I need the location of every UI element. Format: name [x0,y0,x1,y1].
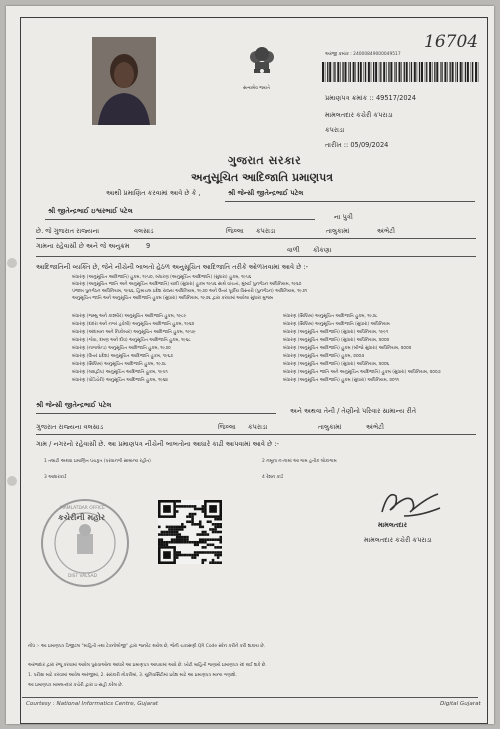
application-number: પ્રમાણપત્ર ક્રમાંક :: 49517/2024 [325,94,416,102]
punch-hole [7,258,17,268]
note-line: નોંધ :- આ પ્રમાણપત્ર ડિજીટલ "માહિતી તથા ટેકનોલોજી" દ્વારા જનરેટ થયેલ છે, જેની ચકાસણી QR Code સ્કેન કરીને કરી શકાય છે. [28,644,266,649]
resident-label: ગામના રહેવાસી છે અને જે અનુક્રમ [36,242,130,250]
note-line: અરજદાર દ્વારા રજૂ કરવામાં આવેલ પુરાવાઓના આધારે આ પ્રમાણપત્ર આપવામાં આવે છે. ખોટી માહિતી જણાયે પ્રમાણપત્ર રદ થઈ શકે છે. [28,663,267,668]
family-member-name: શ્રી જેન્સી જીતેન્દ્રભાઈ પટેલ [36,401,112,409]
left-list-item: બંધારણ (સિક્કિમ) અનુસૂચિત આદિજાતિ હુકમ, ૧૯૭૮ [72,362,167,367]
district-value: કપરાડા [256,227,276,235]
relation-text: ના પુત્રી [334,213,353,221]
right-list-item: બંધારણ (અનુસૂચિત આદિજાતિ) (સુધારા) અધિનિયમ, ૨૦૦૬ [283,362,389,367]
taluka-value: અંભેટી [377,227,395,235]
note-line: આ પ્રમાણપત્ર મામલતદાર કચેરી દ્વારા ઇ-સહી કરેલ છે. [28,683,124,688]
family-address-underline [36,434,476,435]
qr-code [158,500,222,564]
right-list-item: બંધારણ (અનુસૂચિત આદિજાતિ) (સુધારા) અધિનિયમ, ૨૦૦૨ [283,338,390,343]
family-district-label: જિલ્લા [218,423,236,431]
government-title: ગુજરાત સરકાર [228,154,302,167]
name-underline [225,201,475,202]
issue-date: તારીખ :: 05/09/2024 [325,141,389,149]
left-list-item: બંધારણ (જમ્મુ અને કાશ્મીર) અનુસૂચિત આદિજાતિ હુકમ, ૧૯૮૯ [72,314,187,319]
right-list-item: બંધારણ (અનુસૂચિત જાતિ અને અનુસૂચિત આદિજાતિ) હુકમ (સુધારા) અધિનિયમ, ૨૦૦૭ [283,370,441,375]
document-item: 1 તલાટી અથવા પ્રમાણિત પંચકૃત (પરવાનગી સામાન્ય રહીત) [44,459,151,464]
serial-number: 9 [146,242,151,250]
state-label: છે. જે ગુજરાત રાજ્યના [36,227,100,235]
left-list-item: બંધારણ (અંદામાન અને નિકોબાર) અનુસૂચિત આદિજાતિ હુકમ, ૧૯૫૯ [72,330,196,335]
signatory-title: મામલતદાર [378,521,407,529]
applicant-name: શ્રી જેન્સી જીતેન્દ્રભાઈ પટેલ [228,189,304,197]
seal-title: કચેરીની મહોર [58,513,105,522]
tribe-name: કોંકણા [313,246,332,254]
seal-ring-bottom: DIST VALSAD [68,574,97,579]
tribe-description: આદિજાતિની વ્યક્તિ છે, જેને નીચેની બાબતો હેઠળ અનુસૂચિત આદિજાતિ તરીકે ઓળખવામાં આવે છે :- [36,263,309,271]
tribe-label: વાળી [287,246,300,254]
certificate-title: અનુસૂચિત આદિજાતિ પ્રમાણપત્ર [191,171,334,184]
family-name-underline [36,413,276,414]
family-residence-text: અને અથવા તેની / તેણીનો પરિવાર સામાન્ય રીતે [290,407,417,415]
family-state-label: ગુજરાત રાજ્યના વલસાડ [36,423,104,431]
father-name: શ્રી જીતેન્દ્રભાઈ ઇશ્વરભાઈ પટેલ [48,207,133,215]
emblem-caption: સત્યમેવ જયતે [243,86,270,91]
right-list-item: બંધારણ (અનુસૂચિત આદિજાતિ) (સુધારા) અધિનિયમ, ૧૯૯૧ [283,330,389,335]
note-line: 1. પરીક્ષા માટે કરવામાં આવેલ અરજીમાં, 2. સરકારી નોકરીમાં, 3. યુનિવર્સિટીમાં પ્રવેશ માટે આ પ્રમાણપત્ર માન્ય ગણાશે. [28,673,237,678]
left-list-item: બંધારણ (દાદરા અને નગર હવેલી) અનુસૂચિત આદિજાતિ હુકમ, ૧૯૬૨ [72,322,195,327]
document-item: 3 આધારકાર્ડ [44,475,67,480]
certify-text: આથી પ્રમાણિત કરવામાં આવે છે કે , [106,189,201,197]
district-label: જિલ્લા [226,227,244,235]
left-list-item: બંધારણ (પોંડિચેરી) અનુસૂચિત આદિજાતિ હુકમ, ૧૯૬૪ [72,378,169,383]
taluka-name: કપરાડા [325,126,345,134]
family-taluka-value: અંભેટી [366,423,384,431]
applicant-photo [92,37,156,125]
right-list-item: બંધારણ (સિક્કિમ) અનુસૂચિત આદિજાતિ હુકમ, ૧૯૭૮ [283,314,378,319]
officer-signature [376,486,446,520]
left-list-item: બંધારણ (લક્ષદ્વીપ) અનુસૂચિત આદિજાતિ હુકમ, ૧૯૫૧ [72,370,168,375]
address-underline [36,238,476,239]
village-value: વલસાડ [134,227,154,235]
father-underline [45,219,315,220]
right-list-item: બંધારણ (સિક્કિમ) અનુસૂચિત આદિજાતિ (સુધારા) અધિનિયમ [283,322,390,327]
document-item: 4 રેશન કાર્ડ [262,475,284,480]
barcode [322,62,482,82]
basis-text: ગામ / નગરનો રહેવાસી છે. આ પ્રમાણપત્ર નીચેની બાબતોના આધારે કાઢી આપવામાં આવે છે :- [36,440,279,448]
left-list-item: બંધારણ (ગોવા, દમણ અને દીવ) અનુસૂચિત આદિજાતિ હુકમ, ૧૯૬૮ [72,338,191,343]
footer-courtesy: Courtesy : National Informatics Centre, Gujarat [26,701,159,707]
order-line: અનુસૂચિત જાતિ અને અનુસૂચિત આદિજાતિ હુકમ (સુધારા) અધિનિયમ, ૧૯૭૬ દ્વારા કરવામાં આવેલા સુધારા મુજબ [72,296,274,301]
order-line: બંધારણ (અનુસૂચિત આદિજાતિ) હુકમ, ૧૯૫૦, બંધારણ (અનુસૂચિત આદિજાતિ) (સુધારા) હુકમ, ૧૯૫૬ [72,275,252,280]
left-list-item: બંધારણ (ઉત્તર પ્રદેશ) અનુસૂચિત આદિજાતિ હુકમ, ૧૯૬૭ [72,354,173,359]
family-taluka-label: તાલુકામાં [318,423,342,431]
right-list-item: બંધારણ (અનુસૂચિત આદિજાતિ) હુકમ (બીજો સુધારા) અધિનિયમ, ૨૦૦૨ [283,346,412,351]
barcode-text: અરજી ક્રમાંક : 24000849000049517 [325,52,401,57]
document-item: 2 નમૂના ન-નામાં આ ગામ હતીક લોકાગામ [262,459,337,464]
footer-brand: Digital Gujarat [440,701,481,707]
tribe-underline [36,256,476,257]
order-line: બંધારણ (અનુસૂચિત જાતિ અને અનુસૂચિત આદિજાતિ) યાદી (સુધારા) હુકમ ૧૯૫૬ સાથે વાંચતાં, મુંબઈ પુનર્ગઠન અધિનિયમ, ૧૯૬૦ [72,282,302,287]
taluka-label: તાલુકામાં [326,227,350,235]
punch-hole [7,476,17,486]
right-list-item: બંધારણ (અનુસૂચિત આદિજાતિ) હુકમ, ૨૦૦૩ [283,354,365,359]
right-list-item: બંધારણ (અનુસૂચિત આદિજાતિ) હુકમ (સુધારા) અધિનિયમ, ૨૦૧૧ [283,378,399,383]
order-line: પંજાબ પુનર્ગઠન અધિનિયમ, ૧૯૬૬, હિમાચલ પ્રદેશ રાજ્ય અધિનિયમ, ૧૯૭૦ અને ઉત્તર પૂર્વીય વિસ્તારો (પુનર્ગઠન) અધિનિયમ, ૧૯૭૧ [72,289,308,294]
signatory-office: મામલતદાર કચેરી કપરાડા [364,536,432,544]
handwritten-number: 16704 [424,32,479,52]
family-district-value: કપરાડા [248,423,268,431]
national-emblem-icon [238,37,286,85]
footer-rule [22,697,478,698]
seal-ring-top: MAMLATDAR OFFICE [60,506,105,511]
left-list-item: બંધારણ (નાગાલેન્ડ) અનુસૂચિત આદિજાતિ હુકમ, ૧૯૭૦ [72,346,171,351]
office-name: મામલતદાર કચેરી કપરાડા [325,111,393,119]
